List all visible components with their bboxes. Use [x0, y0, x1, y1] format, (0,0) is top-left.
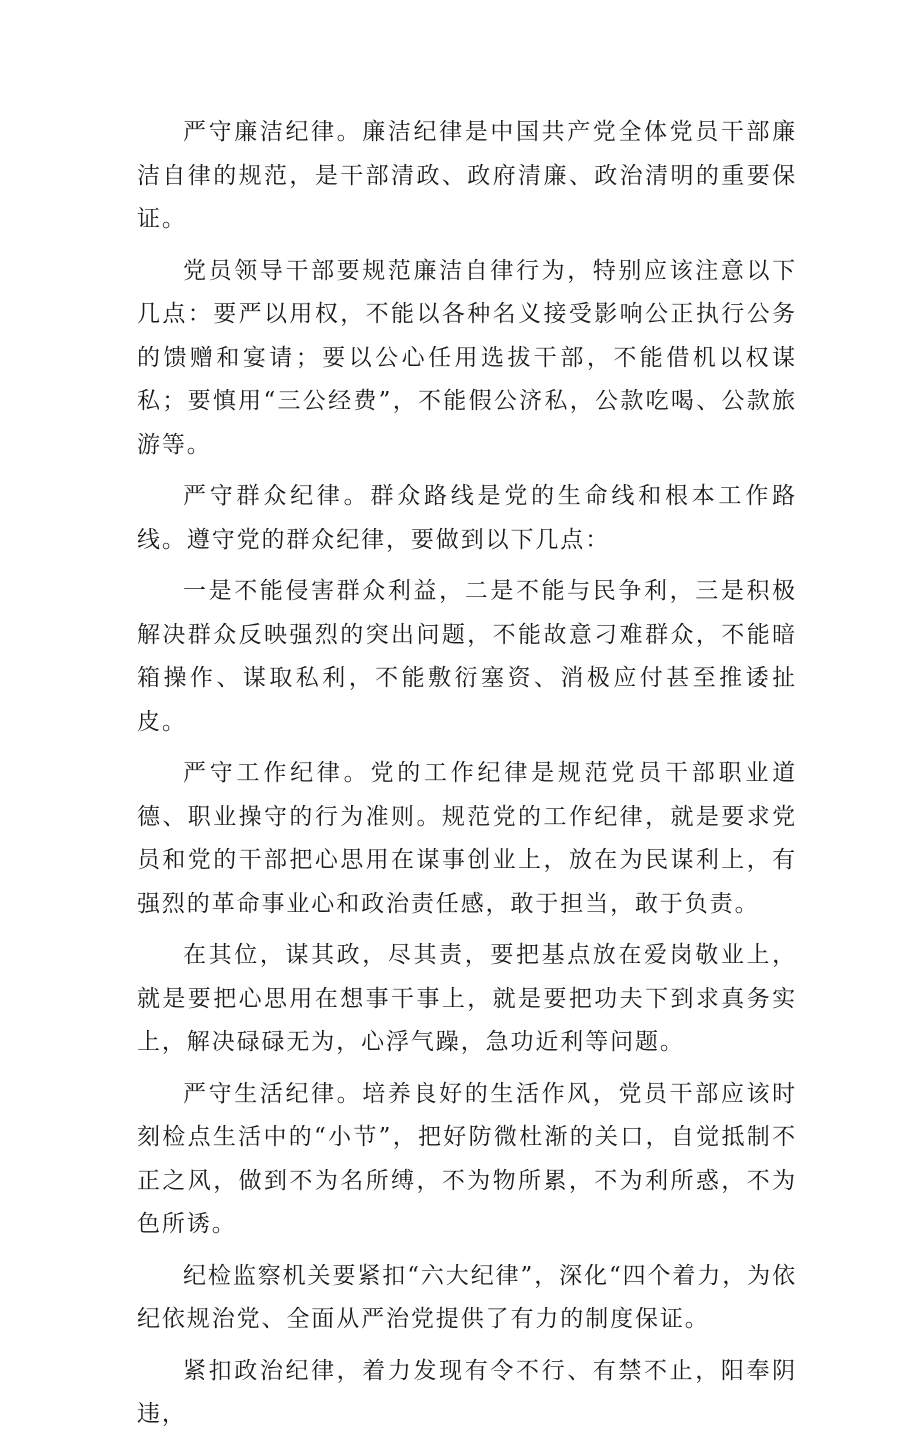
paragraph-2: 党员领导干部要规范廉洁自律行为，特别应该注意以下几点：要严以用权，不能以各种名义接受影响公正执行公务的馈赠和宴请；要以公心任用选拔干部，不能借机以权谋私；要慎用“三公经费”，不能假公济私，公款吃喝、公款旅游等。: [137, 257, 797, 458]
paragraph-7: 严守生活纪律。培养良好的生活作风，党员干部应该时刻检点生活中的“小节”，把好防微杜渐的关口，自觉抵制不正之风，做到不为名所缚，不为物所累，不为利所惑，不为色所诱。: [137, 1080, 797, 1237]
paragraph-8: 纪检监察机关要紧扣“六大纪律”，深化“四个着力，为依纪依规治党、全面从严治党提供了有力的制度保证。: [137, 1262, 797, 1332]
paragraph-6: 在其位，谋其政，尽其责，要把基点放在爱岗敬业上，就是要把心思用在想事干事上，就是要把功夫下到求真务实上，解决碌碌无为，心浮气躁，急功近利等问题。: [137, 942, 797, 1055]
paragraph-9: 紧扣政治纪律，着力发现有令不行、有禁不止，阳奉阴违，: [137, 1357, 797, 1427]
paragraph-5: 严守工作纪律。党的工作纪律是规范党员干部职业道德、职业操守的行为准则。规范党的工作纪律，就是要求党员和党的干部把心思用在谋事创业上，放在为民谋利上，有强烈的革命事业心和政治责任感，敢于担当，敢于负责。: [137, 760, 797, 917]
paragraph-1: 严守廉洁纪律。廉洁纪律是中国共产党全体党员干部廉洁自律的规范，是干部清政、政府清廉、政治清明的重要保证。: [137, 119, 797, 232]
document-body: [137, 111, 797, 1445]
paragraph-3: 严守群众纪律。群众路线是党的生命线和根本工作路线。遵守党的群众纪律，要做到以下几点：: [137, 483, 797, 553]
paragraph-4: 一是不能侵害群众利益，二是不能与民争利，三是积极解决群众反映强烈的突出问题，不能故意刁难群众，不能暗箱操作、谋取私利，不能敷衍塞资、消极应付甚至推诿扯皮。: [137, 578, 797, 735]
